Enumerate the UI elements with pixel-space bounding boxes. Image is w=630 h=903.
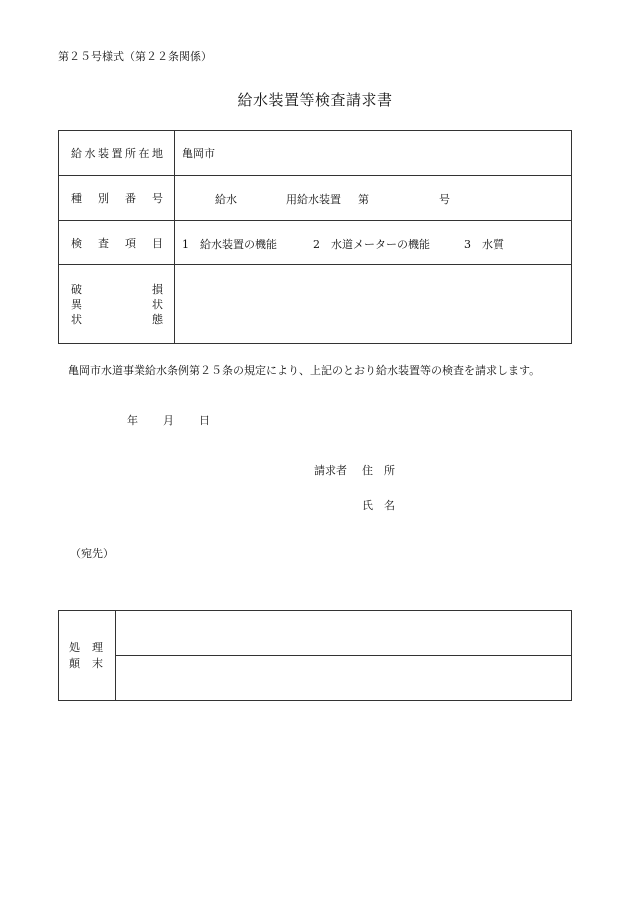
- processing-table: [58, 610, 572, 701]
- type-purpose-text: 用給水装置: [286, 193, 341, 206]
- page-title: 給水装置等検査請求書: [237, 91, 393, 109]
- damage-value[interactable]: [175, 265, 572, 344]
- addressee-label: （宛先）: [70, 547, 114, 560]
- form-number: 第２５号様式（第２２条関係）: [58, 50, 212, 63]
- type-number-value[interactable]: [175, 176, 572, 221]
- damage-row: [59, 265, 572, 344]
- date-year[interactable]: 年: [127, 414, 138, 427]
- date-month[interactable]: 月: [163, 414, 174, 427]
- processing-label: 処 理 顛 末: [59, 611, 116, 701]
- inspection-items-value[interactable]: [175, 221, 572, 265]
- inspection-items-label: 検 査 項 目: [59, 221, 175, 265]
- requester-label: 請求者: [314, 464, 347, 477]
- date-day[interactable]: 日: [199, 414, 210, 427]
- location-row: [59, 131, 572, 176]
- inspection-items-row: [59, 221, 572, 265]
- request-statement: 亀岡市水道事業給水条例第２５条の規定により、上記のとおり給水装置等の検査を請求します。: [68, 364, 541, 377]
- type-supply-text: 給水: [215, 193, 237, 206]
- type-number-suffix: 号: [439, 193, 450, 206]
- damage-label: 破 損 異 状 状 態: [59, 265, 175, 344]
- request-table: [58, 130, 572, 344]
- type-number-row: [59, 176, 572, 221]
- location-label: 給 水 装 置 所 在 地: [59, 131, 175, 176]
- type-number-label: 種 別 番 号: [59, 176, 175, 221]
- item-meter-function: 2 水道メーターの機能: [313, 237, 430, 251]
- address-label[interactable]: 住 所: [362, 464, 395, 477]
- processing-field-1[interactable]: [116, 611, 572, 656]
- processing-field-2[interactable]: [116, 656, 572, 701]
- item-supply-function: 1 給水装置の機能: [182, 237, 277, 251]
- location-value[interactable]: 亀岡市: [175, 131, 572, 176]
- type-number-prefix: 第: [358, 193, 369, 206]
- name-label[interactable]: 氏 名: [362, 499, 395, 512]
- item-water-quality: 3 水質: [464, 237, 504, 251]
